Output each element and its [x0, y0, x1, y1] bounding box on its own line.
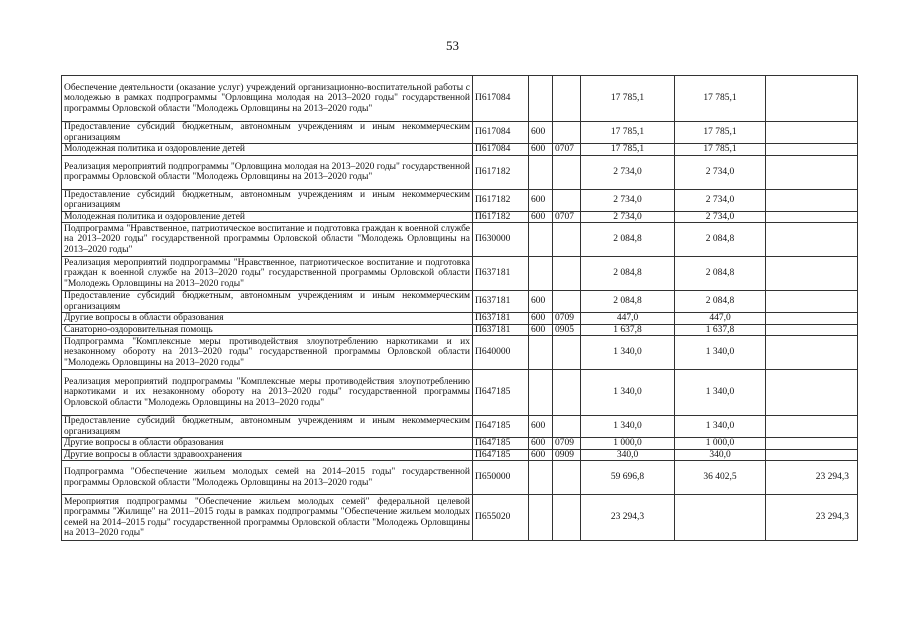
target-code: П617182: [473, 155, 529, 189]
sum-regional: 36 402,5: [675, 461, 766, 495]
section-code: [553, 223, 581, 257]
target-code: П617084: [473, 122, 529, 144]
expense-type: 600: [529, 122, 553, 144]
expense-type: 600: [529, 416, 553, 438]
row-name: Предоставление субсидий бюджетным, автономным учреждениям и иным некоммерческим организациям: [62, 416, 473, 438]
row-name: Предоставление субсидий бюджетным, автономным учреждениям и иным некоммерческим организациям: [62, 122, 473, 144]
page-number: 53: [446, 38, 459, 53]
table-row: [62, 336, 858, 370]
table-row: [62, 438, 858, 450]
section-code: 0707: [553, 144, 581, 156]
sum-total: 17 785,1: [581, 122, 675, 144]
row-name: Обеспечение деятельности (оказание услуг) учреждений организационно-воспитательной работы с молодежью в рамках подпрограммы "Орловщина молодая на 2013–2020 годы" государственной программы Орловской области "Молодежь Орловщины на 2013–2020 годы": [62, 76, 473, 122]
section-code: [553, 370, 581, 416]
sum-federal: [766, 144, 858, 156]
expense-type: 600: [529, 291, 553, 313]
sum-federal: [766, 122, 858, 144]
section-code: [553, 495, 581, 541]
expense-type: [529, 223, 553, 257]
table-row: [62, 155, 858, 189]
target-code: П640000: [473, 336, 529, 370]
sum-total: 1 340,0: [581, 336, 675, 370]
sum-regional: 2 734,0: [675, 155, 766, 189]
target-code: П617182: [473, 189, 529, 211]
row-name: Реализация мероприятий подпрограммы "Комплексные меры противодействия злоупотреблению наркотиками и их незаконному обороту на 2013–2020 годы" государственной программы Орловской области "Молодежь Орловщины на 2013–2020 годы": [62, 370, 473, 416]
section-code: [553, 461, 581, 495]
target-code: П647185: [473, 449, 529, 461]
sum-federal: [766, 324, 858, 336]
sum-federal: [766, 223, 858, 257]
sum-federal: [766, 76, 858, 122]
table-row: [62, 291, 858, 313]
row-name: Реализация мероприятий подпрограммы "Орловщина молодая на 2013–2020 годы" государственной программы Орловской области "Молодежь Орловщины на 2013–2020 годы": [62, 155, 473, 189]
sum-regional: 447,0: [675, 313, 766, 325]
expense-type: [529, 155, 553, 189]
sum-regional: 340,0: [675, 449, 766, 461]
sum-regional: 17 785,1: [675, 76, 766, 122]
sum-federal: [766, 416, 858, 438]
row-name: Подпрограмма "Обеспечение жильем молодых семей на 2014–2015 годы" государственной программы Орловской области "Молодежь Орловщины на 2013–2020 годы": [62, 461, 473, 495]
row-name: Молодежная политика и оздоровление детей: [62, 144, 473, 156]
section-code: [553, 416, 581, 438]
table-row: [62, 144, 858, 156]
expense-type: [529, 495, 553, 541]
sum-federal: [766, 257, 858, 291]
table-row: [62, 189, 858, 211]
section-code: [553, 122, 581, 144]
table-row: [62, 76, 858, 122]
sum-regional: 2 084,8: [675, 291, 766, 313]
target-code: П637181: [473, 324, 529, 336]
expense-type: 600: [529, 313, 553, 325]
sum-federal: [766, 336, 858, 370]
target-code: П637181: [473, 313, 529, 325]
expense-type: [529, 336, 553, 370]
sum-total: 340,0: [581, 449, 675, 461]
table-row: [62, 211, 858, 223]
expense-type: 600: [529, 324, 553, 336]
target-code: П637181: [473, 257, 529, 291]
sum-federal: [766, 291, 858, 313]
row-name: Другие вопросы в области образования: [62, 313, 473, 325]
table-row: [62, 324, 858, 336]
sum-regional: 2 084,8: [675, 223, 766, 257]
sum-federal: [766, 438, 858, 450]
target-code: П647185: [473, 370, 529, 416]
sum-regional: 2 084,8: [675, 257, 766, 291]
sum-total: 1 340,0: [581, 416, 675, 438]
section-code: [553, 155, 581, 189]
table-row: [62, 461, 858, 495]
row-name: Мероприятия подпрограммы "Обеспечение жильем молодых семей" федеральной целевой программы "Жилище" на 2011–2015 годы в рамках подпрограммы "Обеспечение жильем молодых семей на 2014–2015 годы" государственной программы Орловской области "Молодежь Орловщины на 2013–2020 годы": [62, 495, 473, 541]
sum-total: 17 785,1: [581, 76, 675, 122]
sum-total: 59 696,8: [581, 461, 675, 495]
expense-type: [529, 461, 553, 495]
expense-type: [529, 370, 553, 416]
sum-total: 1 340,0: [581, 370, 675, 416]
sum-total: 2 734,0: [581, 189, 675, 211]
sum-regional: 1 000,0: [675, 438, 766, 450]
table-row: [62, 416, 858, 438]
table-row: [62, 257, 858, 291]
section-code: 0709: [553, 438, 581, 450]
target-code: П617182: [473, 211, 529, 223]
row-name: Подпрограмма "Комплексные меры противодействия злоупотреблению наркотиками и их незаконному обороту на 2013–2020 годы" государственной программы Орловской области "Молодежь Орловщины на 2013–2020 годы": [62, 336, 473, 370]
row-name: Санаторно-оздоровительная помощь: [62, 324, 473, 336]
sum-total: 447,0: [581, 313, 675, 325]
budget-table: [61, 75, 858, 541]
row-name: Предоставление субсидий бюджетным, автономным учреждениям и иным некоммерческим организациям: [62, 189, 473, 211]
expense-type: 600: [529, 144, 553, 156]
sum-total: 1 000,0: [581, 438, 675, 450]
sum-federal: [766, 155, 858, 189]
sum-federal: [766, 211, 858, 223]
expense-type: 600: [529, 211, 553, 223]
expense-type: 600: [529, 449, 553, 461]
expense-type: 600: [529, 189, 553, 211]
sum-regional: 17 785,1: [675, 144, 766, 156]
sum-regional: 2 734,0: [675, 211, 766, 223]
sum-total: 23 294,3: [581, 495, 675, 541]
section-code: [553, 76, 581, 122]
expense-type: [529, 257, 553, 291]
target-code: П650000: [473, 461, 529, 495]
target-code: П655020: [473, 495, 529, 541]
target-code: П637181: [473, 291, 529, 313]
sum-regional: [675, 495, 766, 541]
target-code: П617084: [473, 144, 529, 156]
sum-regional: 1 637,8: [675, 324, 766, 336]
sum-total: 2 084,8: [581, 223, 675, 257]
table-row: [62, 313, 858, 325]
sum-total: 2 084,8: [581, 291, 675, 313]
table-row: [62, 223, 858, 257]
section-code: [553, 257, 581, 291]
row-name: Реализация мероприятий подпрограммы "Нравственное, патриотическое воспитание и подготовка граждан к военной службе на 2013–2020 годы" государственной программы Орловской области "Молодежь Орловщины на 2013–2020 годы": [62, 257, 473, 291]
sum-federal: [766, 449, 858, 461]
section-code: 0709: [553, 313, 581, 325]
table-row: [62, 370, 858, 416]
target-code: П617084: [473, 76, 529, 122]
table-row: [62, 449, 858, 461]
sum-total: 2 734,0: [581, 155, 675, 189]
sum-total: 1 637,8: [581, 324, 675, 336]
sum-regional: 1 340,0: [675, 336, 766, 370]
section-code: 0909: [553, 449, 581, 461]
table-row: [62, 122, 858, 144]
sum-regional: 2 734,0: [675, 189, 766, 211]
row-name: Другие вопросы в области образования: [62, 438, 473, 450]
expense-type: 600: [529, 438, 553, 450]
sum-federal: 23 294,3: [766, 461, 858, 495]
row-name: Подпрограмма "Нравственное, патриотическое воспитание и подготовка граждан к военной службе на 2013–2020 годы" государственной программы Орловской области "Молодежь Орловщины на 2013–2020 годы": [62, 223, 473, 257]
sum-regional: 17 785,1: [675, 122, 766, 144]
table-row: [62, 495, 858, 541]
section-code: [553, 291, 581, 313]
sum-regional: 1 340,0: [675, 416, 766, 438]
row-name: Предоставление субсидий бюджетным, автономным учреждениям и иным некоммерческим организациям: [62, 291, 473, 313]
sum-total: 17 785,1: [581, 144, 675, 156]
sum-federal: [766, 189, 858, 211]
expense-type: [529, 76, 553, 122]
sum-total: 2 734,0: [581, 211, 675, 223]
target-code: П647185: [473, 438, 529, 450]
section-code: [553, 189, 581, 211]
sum-federal: [766, 370, 858, 416]
sum-total: 2 084,8: [581, 257, 675, 291]
sum-regional: 1 340,0: [675, 370, 766, 416]
sum-federal: 23 294,3: [766, 495, 858, 541]
section-code: 0707: [553, 211, 581, 223]
section-code: 0905: [553, 324, 581, 336]
sum-federal: [766, 313, 858, 325]
target-code: П630000: [473, 223, 529, 257]
row-name: Молодежная политика и оздоровление детей: [62, 211, 473, 223]
target-code: П647185: [473, 416, 529, 438]
row-name: Другие вопросы в области здравоохранения: [62, 449, 473, 461]
section-code: [553, 336, 581, 370]
